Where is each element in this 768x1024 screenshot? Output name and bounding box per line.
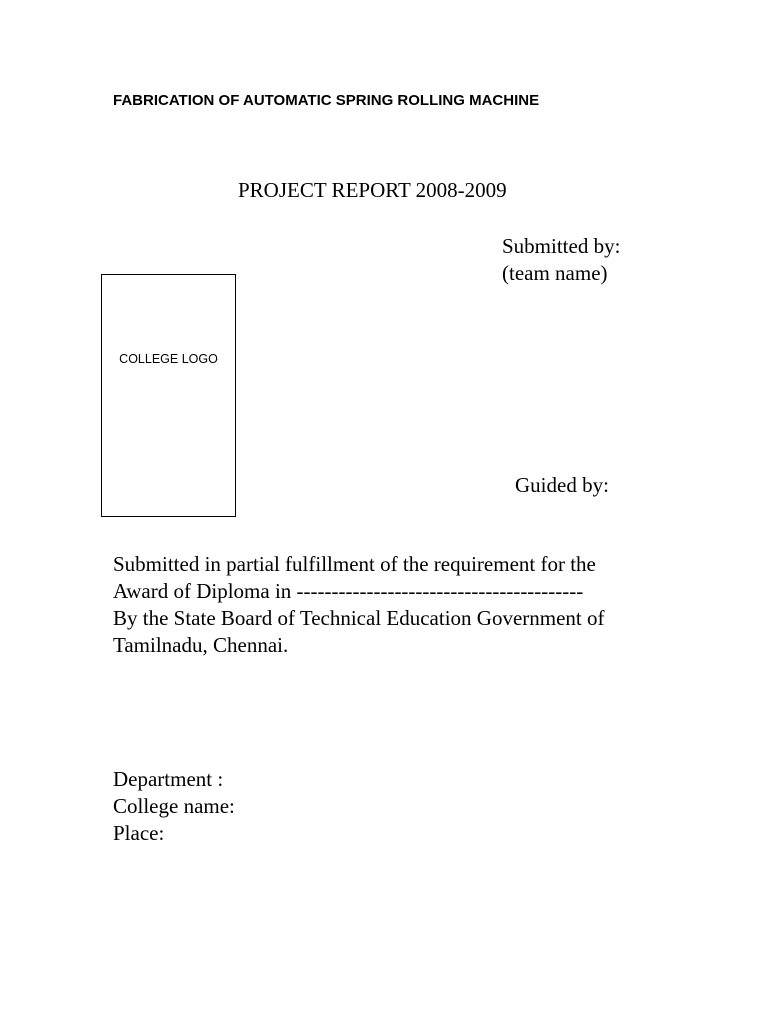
place-label: Place: <box>113 821 165 845</box>
statement-line: Award of Diploma in ----------------------------------------- <box>113 579 584 603</box>
college-name-label: College name: <box>113 794 235 818</box>
details-block <box>113 766 235 847</box>
report-heading: PROJECT REPORT 2008-2009 <box>238 178 507 202</box>
submitted-by-label: Submitted by: <box>502 234 621 258</box>
college-logo-label: COLLEGE LOGO <box>119 352 218 366</box>
submitted-by-block <box>502 233 620 287</box>
guided-by-label: Guided by: <box>515 473 609 497</box>
team-name-placeholder: (team name) <box>502 261 608 285</box>
statement-line: Submitted in partial fulfillment of the requirement for the <box>113 552 596 576</box>
college-logo-placeholder <box>101 274 236 517</box>
submission-statement <box>113 551 673 659</box>
statement-line: By the State Board of Technical Education Government of <box>113 606 605 630</box>
statement-line: Tamilnadu, Chennai. <box>113 633 289 657</box>
department-label: Department : <box>113 767 224 791</box>
document-title: FABRICATION OF AUTOMATIC SPRING ROLLING MACHINE <box>113 92 540 109</box>
